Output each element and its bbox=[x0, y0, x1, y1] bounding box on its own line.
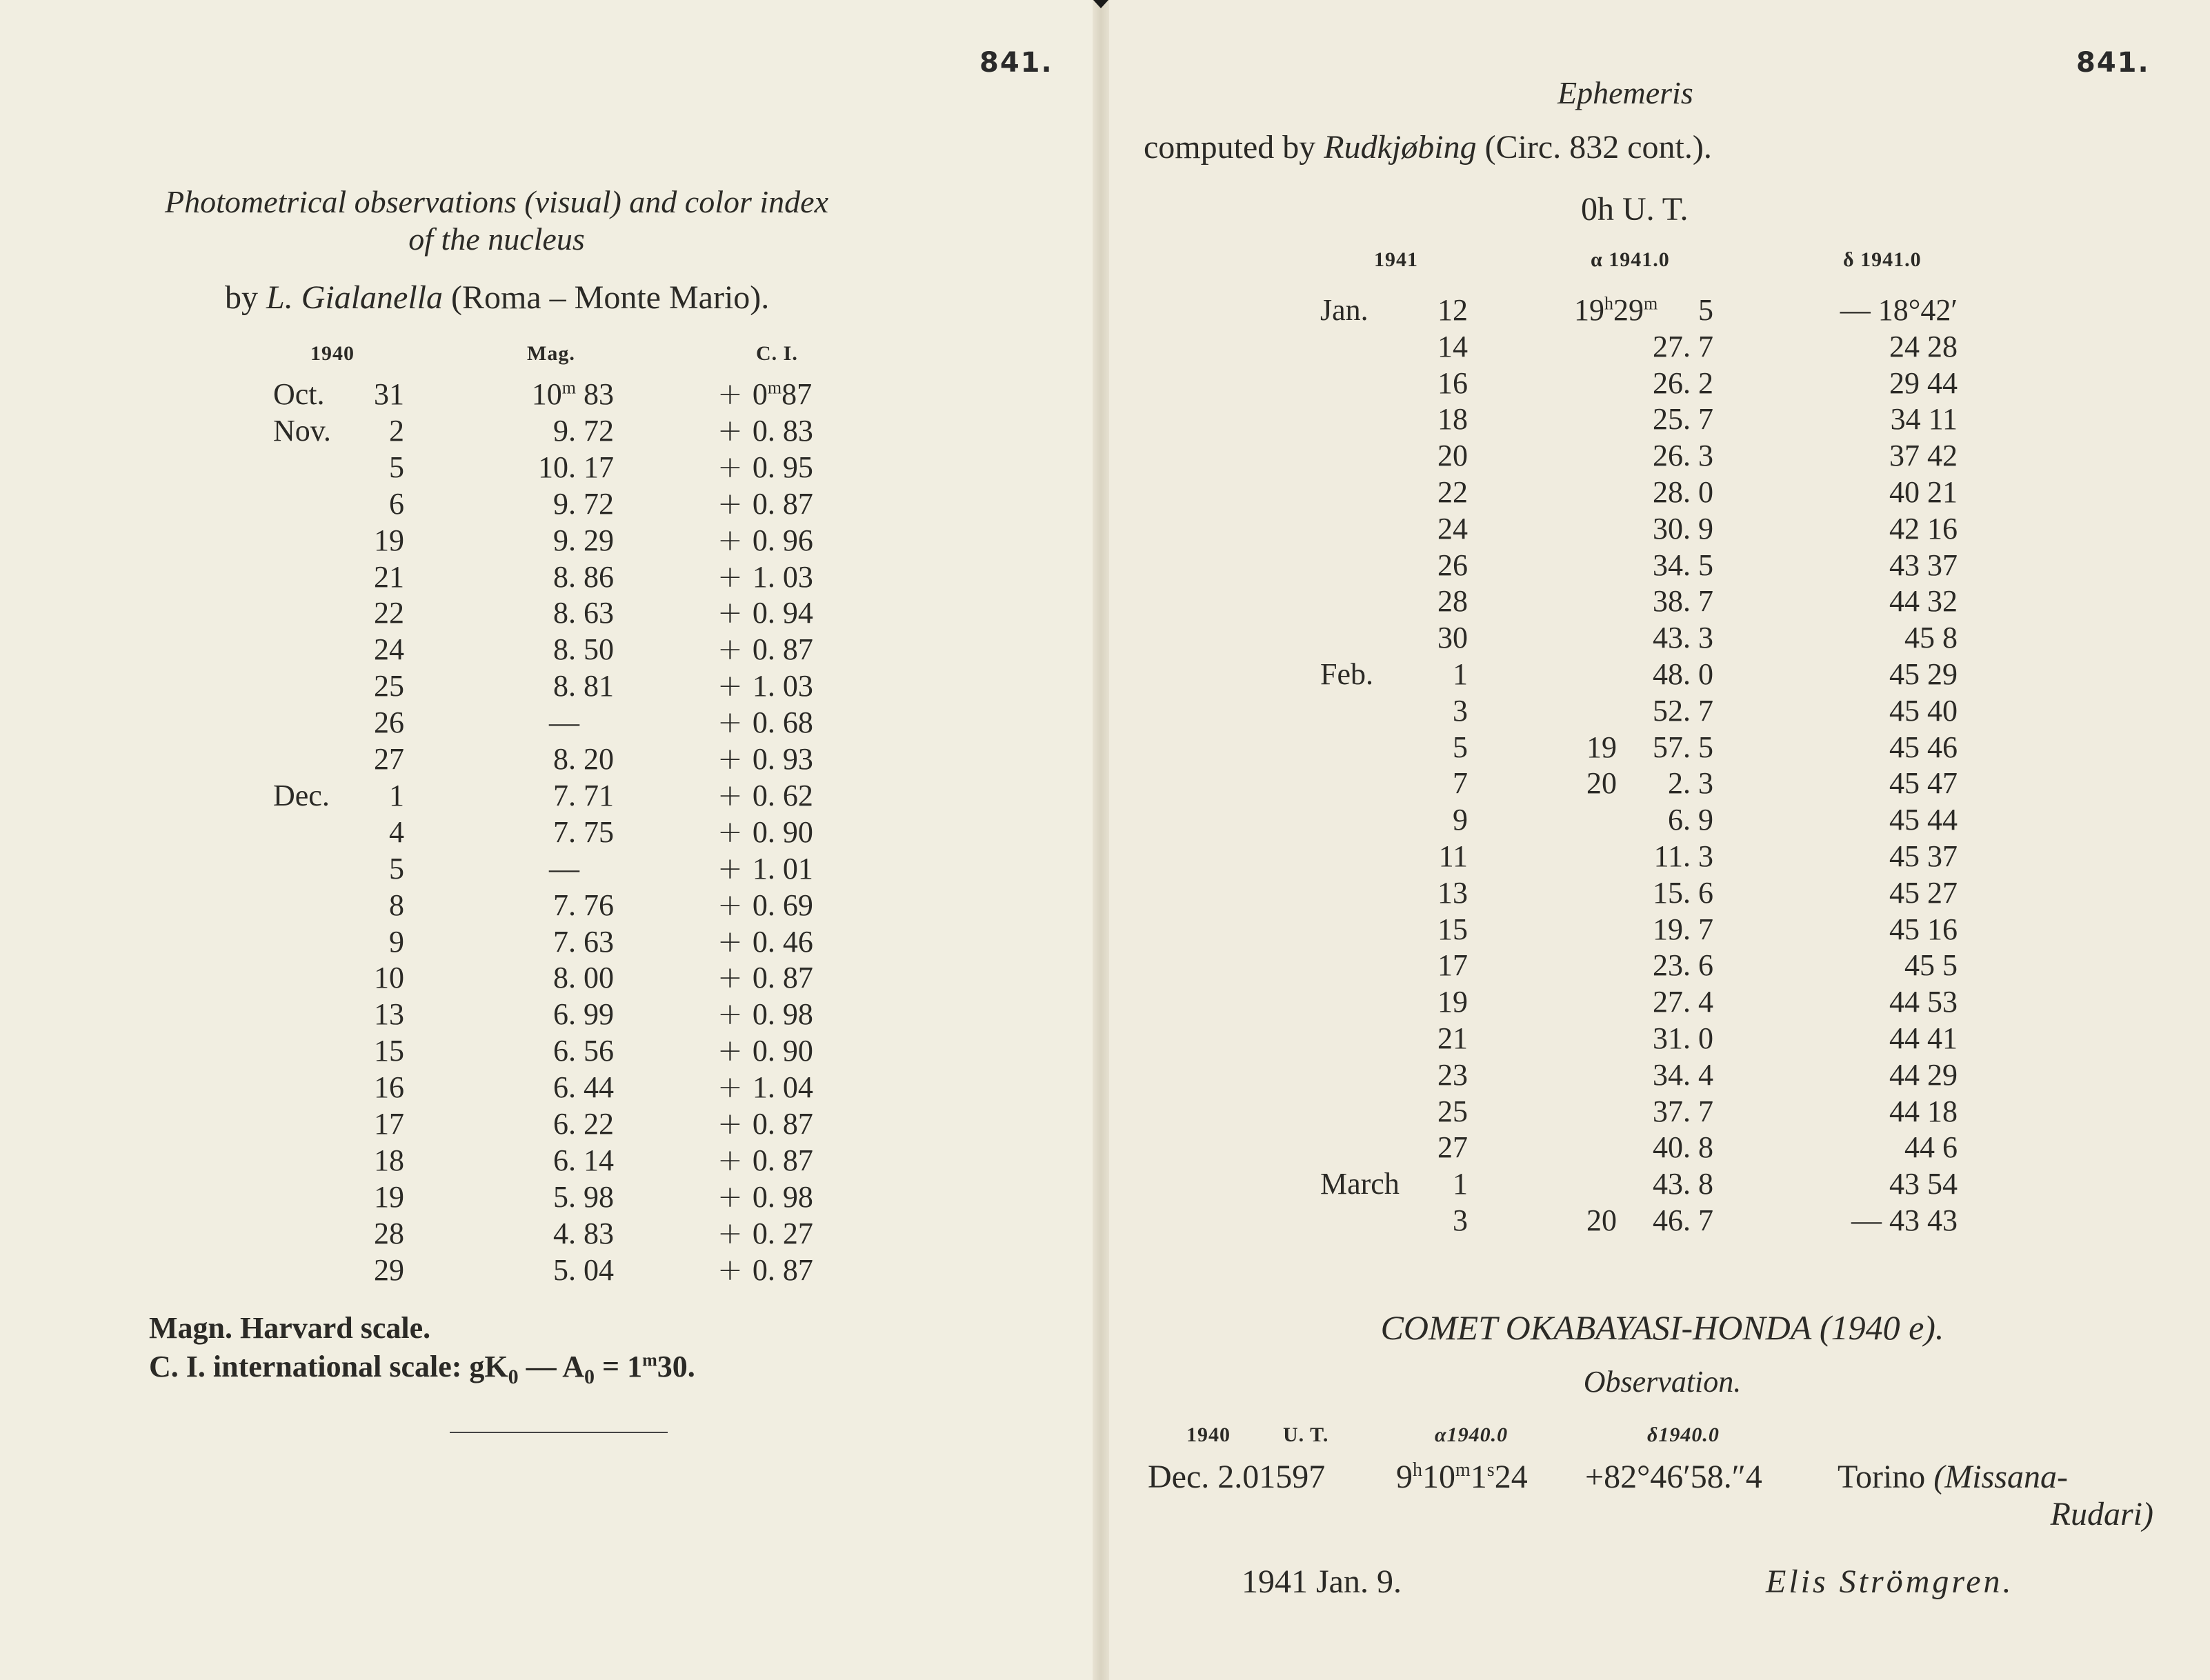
ci-value: 0. 93 bbox=[752, 742, 813, 776]
ci-value: 1. 04 bbox=[752, 1070, 813, 1105]
left-row-ci bbox=[717, 1070, 813, 1105]
left-row-day: 10 bbox=[374, 961, 404, 995]
left-row-month: Oct. bbox=[273, 377, 325, 411]
ci-value: 1. 01 bbox=[752, 851, 813, 886]
eph-row-month: Feb. bbox=[1320, 657, 1373, 691]
plus-sign: + bbox=[717, 595, 753, 631]
ci-value: 0. 87 bbox=[752, 632, 813, 667]
eph-row-day: 14 bbox=[1437, 329, 1468, 363]
eph-row-ra: 23. 6 bbox=[1653, 948, 1713, 983]
page-gutter bbox=[1093, 0, 1109, 1680]
computed-suffix: (Circ. 832 cont.). bbox=[1484, 129, 1712, 166]
eph-row-day: 15 bbox=[1437, 912, 1468, 946]
eph-row-month: March bbox=[1320, 1167, 1400, 1201]
left-col-year: 1940 bbox=[310, 342, 355, 365]
left-row-day: 25 bbox=[374, 669, 404, 703]
left-row-mag: 6. 44 bbox=[553, 1070, 614, 1105]
eph-row-ra: 40. 8 bbox=[1653, 1130, 1713, 1165]
eph-row-day: 12 bbox=[1437, 293, 1468, 327]
left-row-ci bbox=[717, 705, 813, 740]
obs-dec: +82°46′58.″4 bbox=[1585, 1459, 1762, 1495]
eph-row-day: 7 bbox=[1453, 766, 1468, 801]
eph-row-ra-hours: 19 bbox=[1586, 730, 1617, 764]
eph-row-day: 3 bbox=[1453, 693, 1468, 728]
computed-by-line bbox=[1144, 128, 1712, 166]
computed-prefix: computed by bbox=[1144, 129, 1316, 166]
plus-sign: + bbox=[717, 449, 753, 485]
ci-value: 0. 87 bbox=[752, 961, 813, 995]
left-page-number: 841. bbox=[979, 47, 1053, 79]
right-col-dec: δ 1941.0 bbox=[1843, 248, 1922, 271]
eph-row-day: 9 bbox=[1453, 803, 1468, 837]
left-row-day: 18 bbox=[374, 1143, 404, 1177]
plus-sign: + bbox=[717, 741, 753, 777]
left-row-day: 29 bbox=[374, 1252, 404, 1287]
left-row-day: 5 bbox=[389, 851, 404, 886]
eph-row-day: 24 bbox=[1437, 511, 1468, 546]
eph-row-ra: 57. 5 bbox=[1653, 730, 1713, 764]
ci-value: 0. 87 bbox=[752, 1252, 813, 1287]
obs-place-name: Torino bbox=[1838, 1459, 1926, 1495]
ci-value: 0. 69 bbox=[752, 888, 813, 922]
left-note-ci-scale: C. I. international scale: $gK_0$ — $A_0 = 1^m30$. bbox=[149, 1350, 695, 1388]
eph-row-ra-hours: 20 bbox=[1586, 766, 1617, 801]
left-row-mag: 7. 63 bbox=[553, 924, 614, 959]
eph-row-dec: 45 8 bbox=[1904, 621, 1958, 655]
left-row-ci bbox=[717, 1033, 813, 1068]
ci-value: 0. 62 bbox=[752, 778, 813, 812]
plus-sign: + bbox=[717, 668, 753, 704]
left-row-mag: 6. 22 bbox=[553, 1107, 614, 1141]
obs-place bbox=[1838, 1458, 2068, 1496]
eph-row-dec: 44 32 bbox=[1889, 584, 1958, 619]
eph-row-day: 11 bbox=[1438, 839, 1468, 873]
left-row-month: Nov. bbox=[273, 413, 331, 448]
left-row-mag: 5. 04 bbox=[553, 1252, 614, 1287]
left-row-day: 15 bbox=[374, 1034, 404, 1068]
plus-sign: + bbox=[717, 412, 753, 448]
left-title-line2: of the nucleus bbox=[408, 221, 585, 257]
eph-row-ra: 48. 0 bbox=[1653, 657, 1713, 691]
ci-value: 0$^m$87 bbox=[752, 377, 813, 411]
left-row-ci bbox=[717, 997, 813, 1032]
left-row-day: 19 bbox=[374, 1179, 404, 1214]
ci-value: 0. 94 bbox=[752, 596, 813, 630]
obs-col-ra: α1940.0 bbox=[1435, 1423, 1509, 1446]
left-row-ci bbox=[717, 888, 813, 923]
left-row-mag: 8. 81 bbox=[553, 669, 614, 703]
plus-sign: + bbox=[717, 960, 753, 996]
eph-row-dec: 45 37 bbox=[1889, 839, 1958, 873]
left-row-day: 6 bbox=[389, 486, 404, 521]
left-row-ci bbox=[717, 778, 813, 813]
computed-author: Rudkjøbing bbox=[1324, 129, 1477, 166]
left-row-ci bbox=[717, 851, 813, 886]
left-row-ci bbox=[717, 413, 813, 448]
plus-sign: + bbox=[717, 522, 753, 558]
plus-sign: + bbox=[717, 923, 753, 959]
left-row-mag: 9. 72 bbox=[553, 413, 614, 448]
eph-row-day: 3 bbox=[1453, 1203, 1468, 1237]
left-row-ci bbox=[717, 523, 813, 558]
left-closing-rule bbox=[450, 1432, 668, 1433]
eph-row-day: 13 bbox=[1437, 875, 1468, 910]
left-row-ci bbox=[717, 1179, 813, 1214]
left-row-day: 19 bbox=[374, 523, 404, 557]
left-row-ci bbox=[717, 741, 813, 777]
eph-row-day: 27 bbox=[1437, 1130, 1468, 1165]
ci-value: 0. 96 bbox=[752, 523, 813, 557]
ci-value: 0. 90 bbox=[752, 1034, 813, 1068]
ci-value: 0. 87 bbox=[752, 486, 813, 521]
left-row-ci bbox=[717, 924, 813, 959]
left-byline bbox=[225, 279, 769, 317]
left-row-ci bbox=[717, 632, 813, 667]
left-row-day: 22 bbox=[374, 596, 404, 630]
left-row-mag: 8. 86 bbox=[553, 559, 614, 594]
left-row-mag: — bbox=[549, 706, 579, 740]
eph-row-dec: 44 29 bbox=[1889, 1057, 1958, 1092]
plus-sign: + bbox=[717, 632, 753, 668]
left-row-mag: 9. 29 bbox=[553, 523, 614, 557]
eph-row-ra: 28. 0 bbox=[1653, 475, 1713, 509]
eph-row-ra: 5 bbox=[1698, 293, 1713, 327]
obs-col-year: 1940 bbox=[1186, 1423, 1231, 1446]
eph-row-day: 23 bbox=[1437, 1057, 1468, 1092]
eph-row-ra: 26. 3 bbox=[1653, 439, 1713, 473]
eph-row-day: 22 bbox=[1437, 475, 1468, 509]
ci-value: 0. 87 bbox=[752, 1143, 813, 1177]
byline-prefix: by bbox=[225, 279, 258, 316]
byline-author: L. Gialanella bbox=[266, 279, 444, 316]
left-row-ci bbox=[717, 814, 813, 850]
eph-row-ra: 26. 2 bbox=[1653, 366, 1713, 400]
plus-sign: + bbox=[717, 997, 753, 1032]
left-row-mag: — bbox=[549, 851, 579, 886]
eph-row-ra: 34. 4 bbox=[1653, 1057, 1713, 1092]
plus-sign: + bbox=[717, 1070, 753, 1106]
left-row-day: 28 bbox=[374, 1216, 404, 1250]
left-title-line1: Photometrical observations (visual) and color index bbox=[164, 184, 828, 219]
left-row-ci bbox=[717, 1143, 813, 1178]
ci-value: 1. 03 bbox=[752, 559, 813, 594]
eph-row-dec: 40 21 bbox=[1889, 475, 1958, 509]
eph-row-ra: 6. 9 bbox=[1668, 803, 1713, 837]
right-col-ra: α 1941.0 bbox=[1591, 248, 1670, 271]
eph-row-ra: 30. 9 bbox=[1653, 511, 1713, 546]
eph-row-day: 20 bbox=[1437, 439, 1468, 473]
eph-row-ra: 31. 0 bbox=[1653, 1021, 1713, 1055]
ci-value: 0. 27 bbox=[752, 1216, 813, 1250]
left-row-ci bbox=[717, 1216, 813, 1251]
obs-observers-line2: Rudari) bbox=[2050, 1496, 2153, 1532]
eph-row-ra: 46. 7 bbox=[1653, 1203, 1713, 1237]
left-row-day: 26 bbox=[374, 706, 404, 740]
eph-row-dec: 34 11 bbox=[1890, 402, 1958, 437]
obs-col-ut: U. T. bbox=[1283, 1423, 1329, 1446]
issue-date: 1941 Jan. 9. bbox=[1242, 1563, 1402, 1600]
obs-date: Dec. 2.01597 bbox=[1148, 1459, 1326, 1495]
eph-row-dec: — 18°42′ bbox=[1840, 293, 1958, 327]
eph-row-dec: 44 6 bbox=[1904, 1130, 1958, 1165]
eph-row-dec: 37 42 bbox=[1889, 439, 1958, 473]
eph-row-dec: 29 44 bbox=[1889, 366, 1958, 400]
eph-row-ra: 43. 3 bbox=[1653, 621, 1713, 655]
obs-col-dec: δ1940.0 bbox=[1647, 1423, 1720, 1446]
eph-row-ra: 19. 7 bbox=[1653, 912, 1713, 946]
plus-sign: + bbox=[717, 777, 753, 813]
spine-marker bbox=[1093, 0, 1108, 8]
left-row-day: 5 bbox=[389, 450, 404, 484]
left-row-mag: 6. 99 bbox=[553, 997, 614, 1032]
plus-sign: + bbox=[717, 1215, 753, 1251]
time-label: 0h U. T. bbox=[1581, 191, 1689, 228]
ci-value: 0. 95 bbox=[752, 450, 813, 484]
eph-row-dec: 45 29 bbox=[1889, 657, 1958, 691]
plus-sign: + bbox=[717, 814, 753, 850]
eph-row-day: 5 bbox=[1453, 730, 1468, 764]
left-row-mag: 10$^m$ 83 bbox=[531, 377, 614, 411]
eph-row-month: Jan. bbox=[1320, 293, 1368, 327]
eph-row-dec: 43 37 bbox=[1889, 548, 1958, 582]
eph-row-dec: 44 53 bbox=[1889, 985, 1958, 1019]
ci-value: 0. 87 bbox=[752, 1107, 813, 1141]
right-col-year: 1941 bbox=[1374, 248, 1418, 271]
left-col-mag: Mag. bbox=[527, 342, 575, 365]
eph-row-day: 21 bbox=[1437, 1021, 1468, 1055]
left-row-month: Dec. bbox=[273, 778, 330, 812]
plus-sign: + bbox=[717, 377, 753, 412]
left-row-ci bbox=[717, 450, 813, 485]
left-row-day: 13 bbox=[374, 997, 404, 1032]
eph-row-day: 28 bbox=[1437, 584, 1468, 619]
plus-sign: + bbox=[717, 559, 753, 594]
obs-ra: 9$^h$10$^m$1$^s$24 bbox=[1396, 1459, 1528, 1495]
left-row-day: 24 bbox=[374, 632, 404, 667]
eph-row-dec: 45 16 bbox=[1889, 912, 1958, 946]
eph-row-dec: 45 5 bbox=[1904, 948, 1958, 983]
eph-row-ra: 27. 7 bbox=[1653, 329, 1713, 363]
eph-row-day: 19 bbox=[1437, 985, 1468, 1019]
eph-row-ra: 43. 8 bbox=[1653, 1167, 1713, 1201]
eph-row-ra: 11. 3 bbox=[1653, 839, 1713, 873]
left-row-day: 2 bbox=[389, 413, 404, 448]
plus-sign: + bbox=[717, 1106, 753, 1141]
left-row-day: 9 bbox=[389, 924, 404, 959]
left-col-ci: C. I. bbox=[756, 342, 798, 365]
eph-row-day: 30 bbox=[1437, 621, 1468, 655]
byline-place: (Roma – Monte Mario). bbox=[451, 279, 770, 316]
eph-row-ra: 15. 6 bbox=[1653, 875, 1713, 910]
eph-row-dec: — 43 43 bbox=[1851, 1203, 1958, 1237]
ci-value: 0. 83 bbox=[752, 413, 813, 448]
eph-row-ra: 34. 5 bbox=[1653, 548, 1713, 582]
obs-observers-line1: (Missana- bbox=[1933, 1459, 2068, 1495]
left-row-mag: 5. 98 bbox=[553, 1179, 614, 1214]
eph-row-dec: 45 40 bbox=[1889, 693, 1958, 728]
left-row-day: 27 bbox=[374, 742, 404, 776]
eph-row-ra: 52. 7 bbox=[1653, 693, 1713, 728]
eph-row-dec: 45 27 bbox=[1889, 875, 1958, 910]
left-row-mag: 7. 71 bbox=[553, 778, 614, 812]
eph-row-day: 1 bbox=[1453, 1167, 1468, 1201]
eph-row-dec: 45 44 bbox=[1889, 803, 1958, 837]
eph-row-dec: 24 28 bbox=[1889, 329, 1958, 363]
eph-row-dec: 43 54 bbox=[1889, 1167, 1958, 1201]
left-row-mag: 8. 20 bbox=[553, 742, 614, 776]
eph-row-ra-hours: 19$^h$29$^m$ bbox=[1574, 293, 1658, 327]
ephemeris-heading: Ephemeris bbox=[1557, 75, 1693, 110]
eph-row-dec: 45 47 bbox=[1889, 766, 1958, 801]
eph-row-ra: 25. 7 bbox=[1653, 402, 1713, 437]
left-row-ci bbox=[717, 668, 813, 703]
left-row-mag: 10. 17 bbox=[538, 450, 614, 484]
left-note-harvard: Magn. Harvard scale. bbox=[149, 1311, 431, 1345]
left-row-ci bbox=[717, 960, 813, 995]
left-row-mag: 6. 56 bbox=[553, 1034, 614, 1068]
left-row-mag: 8. 50 bbox=[553, 632, 614, 667]
left-row-mag: 9. 72 bbox=[553, 486, 614, 521]
ci-value: 0. 98 bbox=[752, 1179, 813, 1214]
ci-value: 1. 03 bbox=[752, 669, 813, 703]
left-row-mag: 8. 63 bbox=[553, 596, 614, 630]
left-row-ci bbox=[717, 595, 813, 630]
eph-row-ra: 27. 4 bbox=[1653, 985, 1713, 1019]
eph-row-day: 16 bbox=[1437, 366, 1468, 400]
left-row-mag: 4. 83 bbox=[553, 1216, 614, 1250]
eph-row-dec: 44 41 bbox=[1889, 1021, 1958, 1055]
left-row-ci bbox=[717, 559, 813, 594]
plus-sign: + bbox=[717, 705, 753, 741]
plus-sign: + bbox=[717, 887, 753, 923]
left-row-ci bbox=[717, 1106, 813, 1141]
eph-row-ra: 2. 3 bbox=[1668, 766, 1713, 801]
eph-row-dec: 45 46 bbox=[1889, 730, 1958, 764]
left-row-mag: 7. 75 bbox=[553, 814, 614, 849]
plus-sign: + bbox=[717, 850, 753, 886]
left-row-ci bbox=[717, 377, 812, 412]
plus-sign: + bbox=[717, 1252, 753, 1288]
ci-value: 0. 46 bbox=[752, 924, 813, 959]
ci-value: 0. 98 bbox=[752, 997, 813, 1032]
left-row-mag: 6. 14 bbox=[553, 1143, 614, 1177]
eph-row-day: 26 bbox=[1437, 548, 1468, 582]
left-row-day: 8 bbox=[389, 888, 404, 922]
eph-row-day: 25 bbox=[1437, 1094, 1468, 1128]
left-row-ci bbox=[717, 1252, 813, 1288]
right-page-number: 841. bbox=[2076, 47, 2150, 79]
left-row-day: 17 bbox=[374, 1107, 404, 1141]
eph-row-dec: 42 16 bbox=[1889, 511, 1958, 546]
plus-sign: + bbox=[717, 1033, 753, 1069]
ci-value: 0. 90 bbox=[752, 814, 813, 849]
plus-sign: + bbox=[717, 1179, 753, 1214]
left-row-day: 1 bbox=[389, 778, 404, 812]
left-row-mag: 8. 00 bbox=[553, 961, 614, 995]
eph-row-ra: 38. 7 bbox=[1653, 584, 1713, 619]
plus-sign: + bbox=[717, 486, 753, 521]
eph-row-ra-hours: 20 bbox=[1586, 1203, 1617, 1237]
comet-title: COMET OKABAYASI-HONDA (1940 e). bbox=[1380, 1308, 1944, 1347]
eph-row-dec: 44 18 bbox=[1889, 1094, 1958, 1128]
signature: Elis Strömgren. bbox=[1766, 1563, 2014, 1600]
eph-row-day: 18 bbox=[1437, 402, 1468, 437]
left-row-day: 31 bbox=[374, 377, 404, 411]
observation-heading: Observation. bbox=[1583, 1365, 1742, 1399]
left-row-ci bbox=[717, 486, 813, 521]
eph-row-ra: 37. 7 bbox=[1653, 1094, 1713, 1128]
left-row-day: 4 bbox=[389, 814, 404, 849]
ci-value: 0. 68 bbox=[752, 706, 813, 740]
eph-row-day: 17 bbox=[1437, 948, 1468, 983]
left-row-mag: 7. 76 bbox=[553, 888, 614, 922]
eph-row-day: 1 bbox=[1453, 657, 1468, 691]
left-row-day: 16 bbox=[374, 1070, 404, 1105]
plus-sign: + bbox=[717, 1142, 753, 1178]
left-row-day: 21 bbox=[374, 559, 404, 594]
